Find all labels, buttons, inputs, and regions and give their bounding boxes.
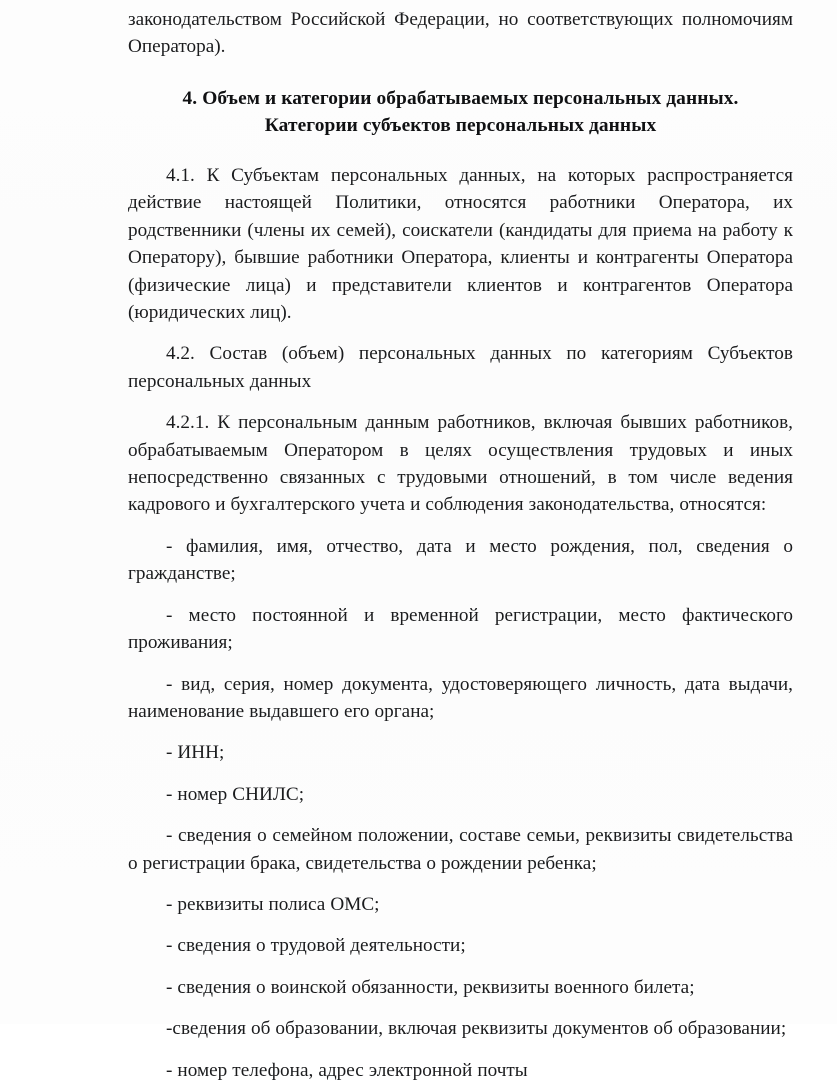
section-heading — [128, 85, 793, 140]
paragraph-4-1: 4.1. К Субъектам персональных данных, на которых распространяется действие настоящей Политики, относятся работники Оператора, их родственники (члены их семей), соискатели (кандидаты для приема на работу к Оператору), бывшие работники Оператора, клиенты и контрагенты Оператора (физические лица) и представители клиентов и контрагентов Оператора (юридических лиц). — [128, 165, 793, 324]
list-item: - номер СНИЛС; — [166, 783, 305, 805]
continued-paragraph: законодательством Российской Федерации, но соответствующих полномочиям Оператора). — [128, 9, 793, 58]
heading-line-2: Категории субъектов персональных данных — [264, 115, 657, 137]
list-item: - место постоянной и временной регистрации, место фактического проживания; — [128, 604, 793, 654]
list-item: - ИНН; — [166, 742, 225, 764]
paragraph-4-2-1: 4.2.1. К персональным данным работников, включая бывших работников, обрабатываемым Оператором в целях осуществления трудовых и иных непосредственно связанных с трудовыми отношений, в том числе ведения кадрового и бухгалтерского учета и соблюдения законодательства, относятся: — [128, 412, 793, 516]
list-item: - сведения о трудовой деятельности; — [166, 935, 466, 957]
list-item: - сведения о воинской обязанности, реквизиты военного билета; — [166, 976, 695, 998]
paragraph-4-2: 4.2. Состав (объем) персональных данных по категориям Субъектов персональных данных — [128, 343, 793, 392]
list-item: - реквизиты полиса ОМС; — [166, 893, 380, 915]
list-item: - номер телефона, адрес электронной почты — [166, 1059, 528, 1081]
text-column — [128, 6, 793, 1084]
list-item: -сведения об образовании, включая реквизиты документов об образовании; — [166, 1018, 787, 1040]
list-item: - вид, серия, номер документа, удостоверяющего личность, дата выдачи, наименование выдавшего его органа; — [128, 673, 793, 722]
list-item: - сведения о семейном положении, составе семьи, реквизиты свидетельства о регистрации брака, свидетельства о рождении ребенка; — [128, 825, 793, 874]
list-item: - фамилия, имя, отчество, дата и место рождения, пол, сведения о гражданстве; — [128, 535, 793, 585]
heading-line-1: 4. Объем и категории обрабатываемых персональных данных. — [182, 87, 739, 109]
